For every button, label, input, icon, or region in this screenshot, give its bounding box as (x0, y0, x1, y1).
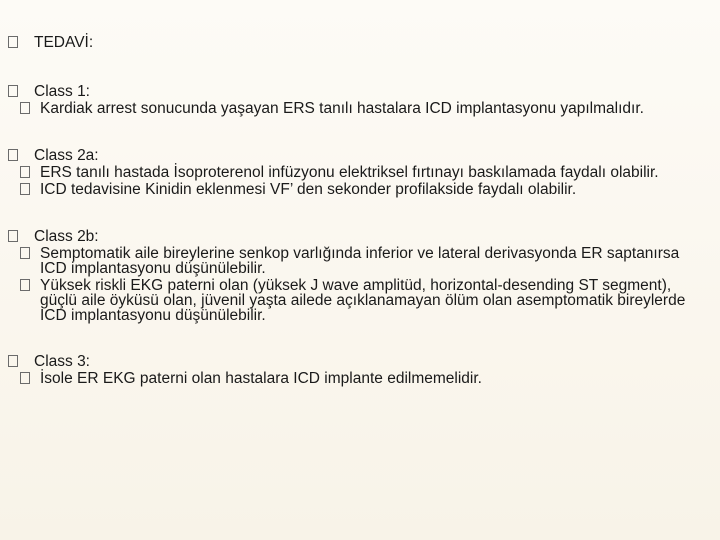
sub-item (8, 246, 708, 276)
sub-item-text: Semptomatik aile bireylerine senkop varlığında inferior ve lateral derivasyonda ER saptanırsa ICD implantasyonu düşünülebilir. (40, 245, 680, 277)
bullet-box-icon (8, 355, 18, 367)
item-heading: Class 2b: (34, 228, 99, 245)
list-item-tedavi (8, 34, 708, 51)
bullet-box-icon (8, 230, 18, 242)
sub-item (8, 278, 708, 323)
item-heading: Class 2a: (34, 147, 99, 164)
bullet-box-icon (20, 279, 30, 291)
sub-item (8, 165, 708, 180)
item-heading: TEDAVİ: (34, 34, 94, 51)
item-heading: Class 1: (34, 83, 90, 100)
sub-item (8, 101, 708, 116)
bullet-box-icon (8, 36, 18, 48)
list-item-class-2b (8, 228, 708, 245)
bullet-box-icon (20, 183, 30, 195)
sub-item (8, 371, 708, 386)
sub-item-text: ERS tanılı hastada İsoproterenol infüzyonu elektriksel fırtınayı baskılamada faydalı olabilir. (40, 164, 659, 181)
sub-item-text: ICD tedavisine Kinidin eklenmesi VF’ den sekonder profilakside faydalı olabilir. (40, 181, 577, 198)
bullet-box-icon (8, 85, 18, 97)
sub-item (8, 182, 708, 197)
sub-item-text: Kardiak arrest sonucunda yaşayan ERS tanılı hastalara ICD implantasyonu yapılmalıdır. (40, 100, 644, 117)
bullet-box-icon (20, 166, 30, 178)
bullet-box-icon (20, 247, 30, 259)
bullet-box-icon (20, 102, 30, 114)
sub-item-text: Yüksek riskli EKG paterni olan (yüksek J wave amplitüd, horizontal-desending ST segment), güçlü aile öyküsü olan, jüvenil yaşta ailede açıklanamayan ölüm olan asemptomatik bireylerde ICD implantasyonu düşünülebilir. (40, 277, 686, 324)
bullet-box-icon (20, 372, 30, 384)
sub-item-text: İsole ER EKG paterni olan hastalara ICD implante edilmemelidir. (40, 370, 482, 387)
list-item-class-3 (8, 353, 708, 370)
item-heading: Class 3: (34, 353, 90, 370)
list-item-class-2a (8, 147, 708, 164)
bullet-box-icon (8, 149, 18, 161)
bullet-list (8, 34, 708, 386)
list-item-class-1 (8, 83, 708, 100)
